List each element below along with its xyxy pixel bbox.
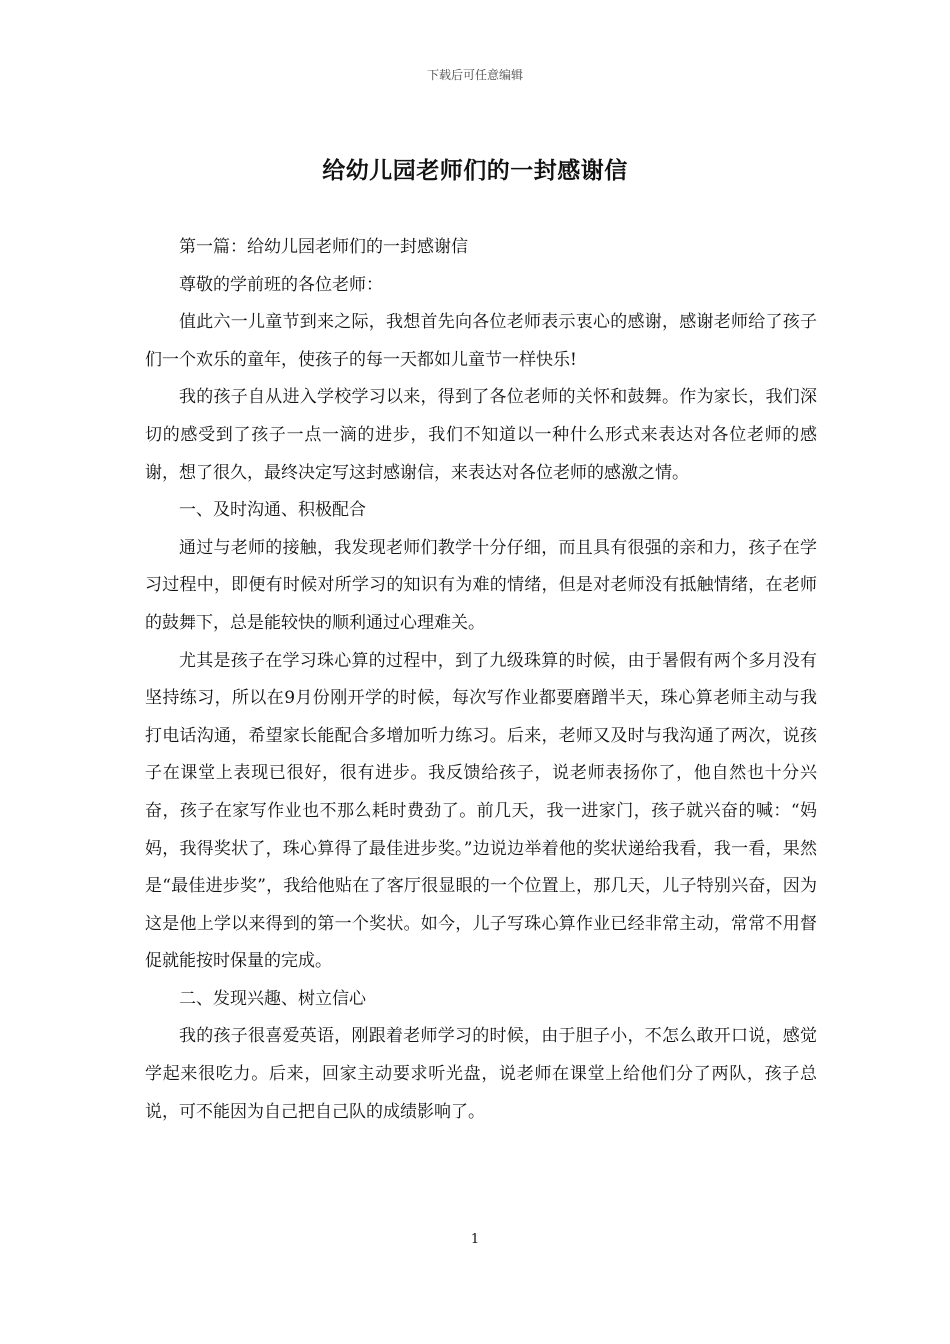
paragraph: 尊敬的学前班的各位老师：	[179, 274, 383, 295]
page-header-note: 下载后可任意编辑	[426, 68, 523, 82]
paragraph: 我的孩子自从进入学校学习以来，得到了各位老师的关怀和鼓舞。作为家长，我们深切的感受到了孩子一点一滴的进步，我们不知道以一种什么形式来表达对各位老师的感谢，想了很久，最终决定写这封感谢信，来表达对各位老师的感激之情。	[145, 387, 817, 483]
paragraph: 值此六一儿童节到来之际，我想首先向各位老师表示衷心的感谢，感谢老师给了孩子们一个欢乐的童年，使孩子的每一天都如儿童节一样快乐!	[145, 312, 817, 370]
paragraph: 通过与老师的接触，我发现老师们教学十分仔细，而且具有很强的亲和力，孩子在学习过程中，即便有时候对所学习的知识有为难的情绪，但是对老师没有抵触情绪，在老师的鼓舞下，总是能较快的顺利通过心理难关。	[145, 537, 817, 633]
paragraph: 我的孩子很喜爱英语，刚跟着老师学习的时候，由于胆子小，不怎么敢开口说，感觉学起来很吃力。后来，回家主动要求听光盘，说老师在课堂上给他们分了两队，孩子总说，可不能因为自己把自己队的成绩影响了。	[145, 1026, 817, 1122]
paragraph: 尤其是孩子在学习珠心算的过程中，到了九级珠算的时候，由于暑假有两个多月没有坚持练习，所以在9月份刚开学的时候，每次写作业都要磨蹭半天，珠心算老师主动与我打电话沟通，希望家长能配合多增加听力练习。后来，老师又及时与我沟通了两次，说孩子在课堂上表现已很好，很有进步。我反馈给孩子，说老师表扬你了，他自然也十分兴奋，孩子在家写作业也不那么耗时费劲了。前几天，我一进家门，孩子就兴奋的喊：“妈妈，我得奖状了，珠心算得了最佳进步奖。”边说边举着他的奖状递给我看，我一看，果然是“最佳进步奖”，我给他贴在了客厅很显眼的一个位置上，那几天，儿子特别兴奋，因为这是他上学以来得到的第一个奖状。如今，儿子写珠心算作业已经非常主动，常常不用督促就能按时保量的完成。	[145, 650, 817, 972]
section-heading: 二、发现兴趣、树立信心	[179, 988, 366, 1009]
section-heading: 一、及时沟通、积极配合	[179, 500, 366, 521]
document-body	[145, 229, 817, 1131]
page-number: 1	[470, 1232, 480, 1247]
paragraph: 第一篇：给幼儿园老师们的一封感谢信	[179, 237, 468, 257]
document-title: 给幼儿园老师们的一封感谢信	[322, 157, 628, 184]
